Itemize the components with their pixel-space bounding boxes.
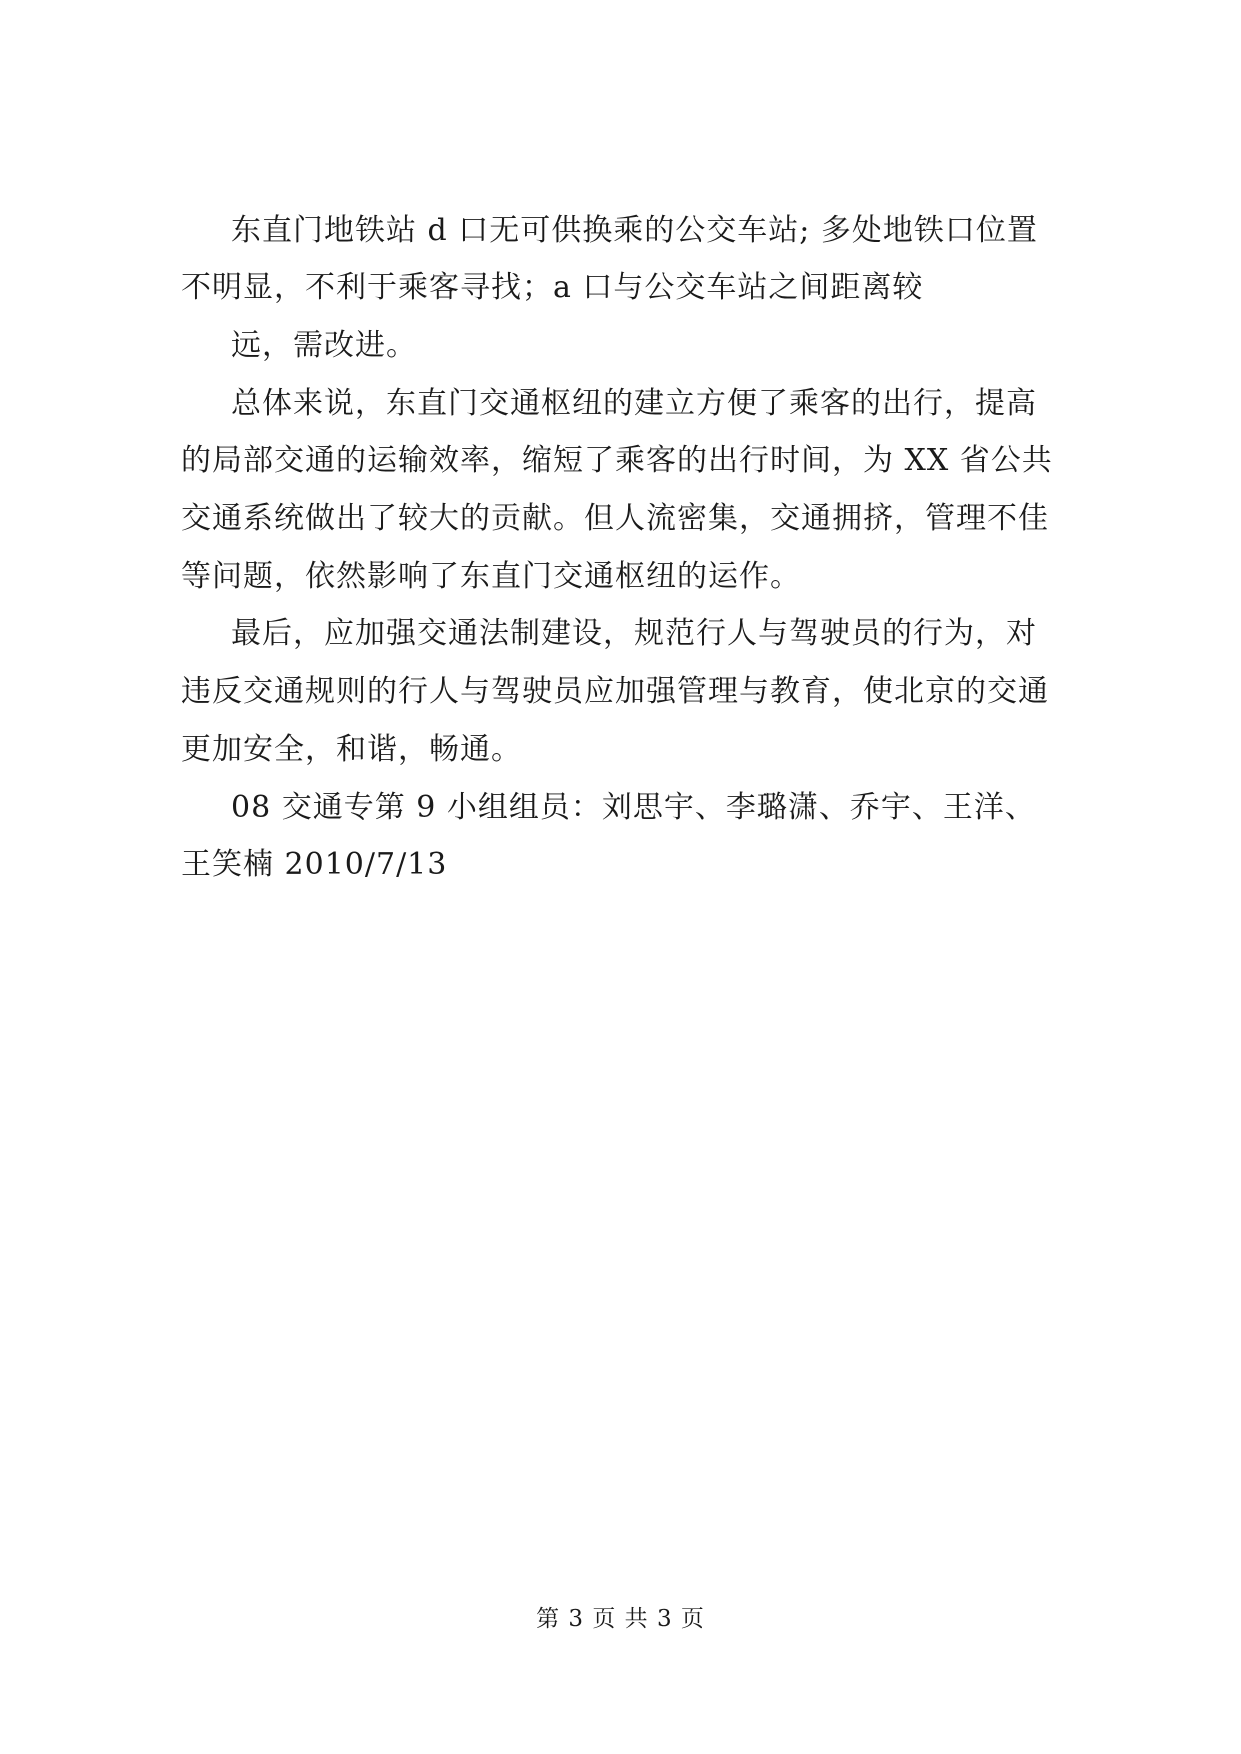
paragraph-1-line-2: 不明显，不利于乘客寻找；a 口与公交车站之间距离较 [181,270,924,305]
paragraph-3-line-3: 交通系统做出了较大的贡献。但人流密集，交通拥挤，管理不佳 [181,501,1049,536]
paragraph-4-line-2: 违反交通规则的行人与驾驶员应加强管理与教育，使北京的交通 [181,674,1049,709]
paragraph-4-line-1: 最后，应加强交通法制建设，规范行人与驾驶员的行为，对 [231,616,1037,651]
paragraph-4-line-3: 更加安全，和谐，畅通。 [181,732,522,767]
paragraph-2-line-1: 远，需改进。 [231,328,417,363]
paragraph-3-line-1: 总体来说，东直门交通枢纽的建立方便了乘客的出行，提高 [231,386,1037,421]
paragraph-1-line-1: 东直门地铁站 d 口无可供换乘的公交车站; 多处地铁口位置 [231,213,1038,248]
page-number-footer: 第 3 页 共 3 页 [536,1606,705,1632]
paragraph-5-line-2: 王笑楠 2010/7/13 [181,847,448,882]
paragraph-5-line-1: 08 交通专第 9 小组组员：刘思宇、李璐潇、乔宇、王洋、 [231,790,1036,825]
paragraph-3-line-2: 的局部交通的运输效率，缩短了乘客的出行时间，为 XX 省公共 [181,443,1053,478]
paragraph-3-line-4: 等问题，依然影响了东直门交通枢纽的运作。 [181,559,801,594]
